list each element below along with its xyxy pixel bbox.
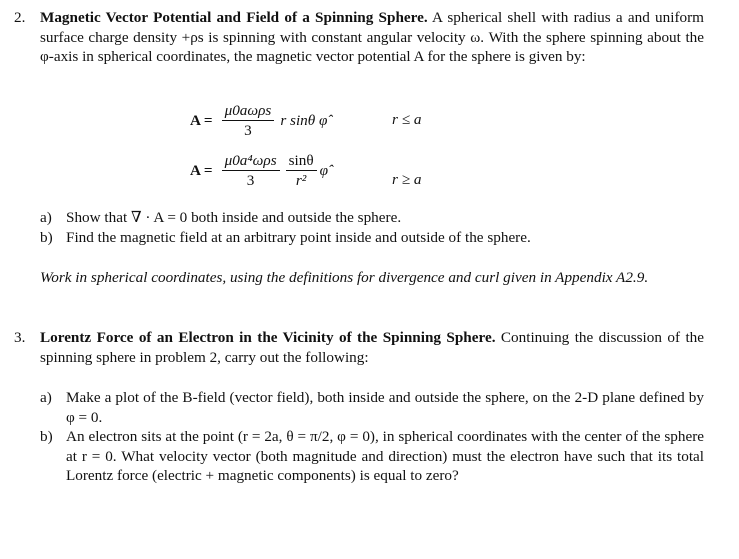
problem-2-parts	[14, 208, 704, 247]
part-label: a)	[40, 209, 52, 226]
problem-2-part-a	[40, 208, 704, 228]
equation-inside-denominator: 3	[244, 122, 252, 139]
equation-outside-lhs: A =	[190, 161, 213, 179]
problem-3	[14, 328, 704, 367]
problem-3-part-b	[40, 427, 704, 486]
problem-3-statement	[40, 328, 704, 367]
problem-3-intro: Continuing the discussion of the spinning sphere in problem 2, carry out the following:	[40, 329, 704, 366]
part-label: b)	[40, 228, 53, 246]
equation-outside-denominator: 3	[246, 172, 255, 189]
equation-inside-rest: r sinθ φ̂	[280, 111, 328, 129]
equation-outside-fraction	[222, 152, 280, 189]
problem-2	[14, 8, 704, 67]
equation-outside-fraction-2	[286, 152, 317, 189]
problem-2-note-block	[14, 268, 704, 288]
equation-inside-lhs: A =	[190, 111, 213, 129]
equation-inside-condition: r ≤ a	[392, 111, 422, 128]
problem-2-number: 2.	[14, 9, 26, 26]
equation-inside	[190, 102, 327, 139]
problem-3-parts	[14, 388, 704, 486]
problem-2-intro: A spherical shell with radius a and uniform surface charge density +ρs is spinning with constant angular velocity ω. With the sphere spinning about the φ-axis in spherical coordinates, the magnetic vector potential A for the sphere is given by:	[40, 9, 704, 65]
part-label: b)	[40, 428, 53, 445]
equation-outside-condition: r ≥ a	[392, 171, 422, 188]
problem-3-part-a	[40, 388, 704, 427]
equation-outside-fraction-2-denominator: r²	[295, 172, 307, 189]
problem-2-title: Magnetic Vector Potential and Field of a Spinning Sphere.	[40, 9, 428, 26]
part-text: Make a plot of the B-field (vector field), both inside and outside the sphere, on the 2-D plane defined by φ = 0.	[66, 389, 704, 426]
problem-2-note: Work in spherical coordinates, using the definitions for divergence and curl given in Appendix A2.9.	[40, 269, 649, 286]
problem-2-part-b	[40, 228, 704, 248]
equation-inside-fraction	[222, 102, 275, 139]
problem-2-statement	[40, 8, 704, 67]
equation-inside-numerator: μ0aωρs	[222, 102, 275, 121]
equation-outside-rest: φ̂	[319, 161, 329, 179]
part-text: Find the magnetic field at an arbitrary point inside and outside of the sphere.	[66, 228, 531, 246]
problem-3-title: Lorentz Force of an Electron in the Vicinity of the Spinning Sphere.	[40, 329, 496, 346]
equation-outside-fraction-2-numerator: sinθ	[286, 152, 317, 171]
part-label: a)	[40, 389, 52, 406]
equation-outside-numerator: μ0a⁴ωρs	[222, 152, 280, 171]
part-text: Show that ∇ · A = 0 both inside and outside the sphere.	[66, 209, 402, 226]
problem-3-number: 3.	[14, 329, 26, 346]
equation-outside	[190, 152, 328, 189]
part-text: An electron sits at the point (r = 2a, θ = π/2, φ = 0), in spherical coordinates with the center of the sphere at r = 0. What velocity vector (both magnitude and direction) must the electron have such that its total Lorentz force (electric + magnetic components) is equal to zero?	[66, 428, 704, 484]
